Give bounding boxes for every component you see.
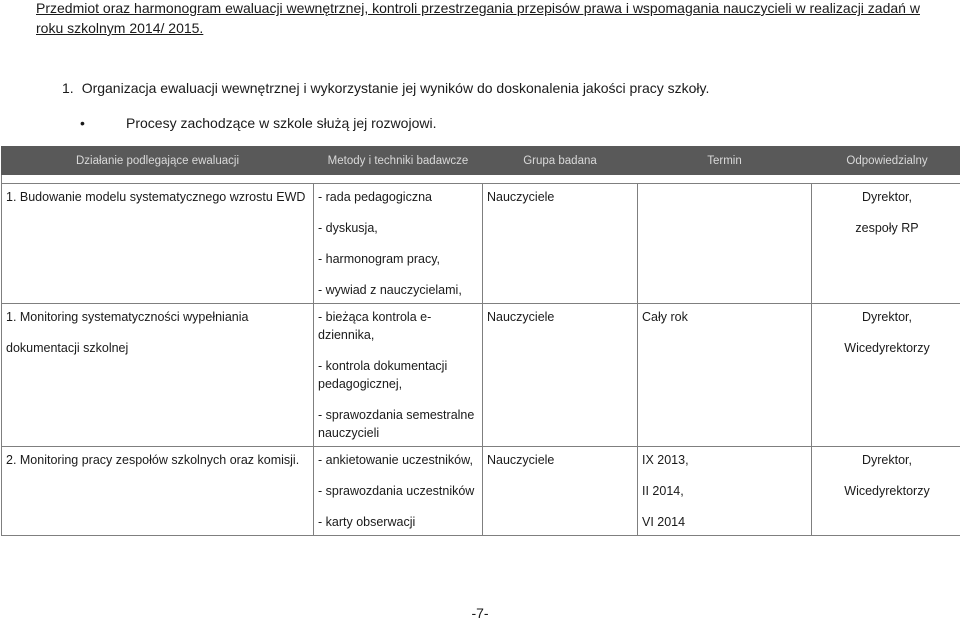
responsible-cell xyxy=(812,184,960,304)
methods-cell xyxy=(314,184,483,304)
term-cell-line: VI 2014 xyxy=(642,515,686,529)
table-header-row xyxy=(2,147,960,175)
methods-cell-line: - karty obserwacji xyxy=(318,515,416,529)
evaluation-table xyxy=(1,146,960,536)
methods-cell xyxy=(314,304,483,447)
group-cell xyxy=(483,447,638,536)
group-cell-line: Nauczyciele xyxy=(487,190,555,204)
methods-cell-line: - kontrola dokumentacji pedagogicznej, xyxy=(318,359,448,391)
methods-cell-line: - bieżąca kontrola e-dziennika, xyxy=(318,310,432,342)
responsible-cell-line: Wicedyrektorzy xyxy=(844,484,930,498)
bullet-icon: • xyxy=(80,115,85,131)
column-header: Odpowiedzialny xyxy=(812,147,960,175)
action-cell-line: 2. Monitoring pracy zespołów szkolnych oraz komisji. xyxy=(6,453,300,467)
group-cell-line: Nauczyciele xyxy=(487,310,555,324)
column-header: Termin xyxy=(638,147,812,175)
methods-cell-line: - dyskusja, xyxy=(318,221,378,235)
term-cell xyxy=(638,304,812,447)
responsible-cell-line: Dyrektor, xyxy=(861,310,912,324)
group-cell xyxy=(483,304,638,447)
group-cell-line: Nauczyciele xyxy=(487,453,555,467)
column-header: Metody i techniki badawcze xyxy=(314,147,483,175)
column-header: Grupa badana xyxy=(483,147,638,175)
section-heading xyxy=(62,80,709,96)
table-row xyxy=(2,447,960,536)
action-cell-line: 1. Budowanie modelu systematycznego wzrostu EWD xyxy=(6,190,306,204)
methods-cell-line: - ankietowanie uczestników, xyxy=(318,453,473,467)
action-cell-line: dokumentacji szkolnej xyxy=(6,341,129,355)
responsible-cell-line: Wicedyrektorzy xyxy=(844,341,930,355)
term-cell xyxy=(638,184,812,304)
action-cell-line: 1. Monitoring systematyczności wypełniania xyxy=(6,310,249,324)
table-row xyxy=(2,184,960,304)
page-number: -7- xyxy=(471,605,489,621)
group-cell xyxy=(483,184,638,304)
responsible-cell xyxy=(812,304,960,447)
table-body xyxy=(2,175,960,536)
header-text: Przedmiot oraz harmonogram ewaluacji wewnętrznej, kontroli przestrzegania przepisów prawa i wspomagania nauczycieli w realizacji zadań w roku szkolnym 2014/ 2015. xyxy=(36,0,920,36)
table-row xyxy=(2,304,960,447)
term-cell-line: II 2014, xyxy=(642,484,684,498)
column-header: Działanie podlegające ewaluacji xyxy=(2,147,314,175)
action-cell xyxy=(2,447,314,536)
methods-cell-line: - wywiad z nauczycielami, xyxy=(318,283,462,297)
subsection xyxy=(80,115,436,131)
methods-cell-line: - sprawozdania semestralne nauczycieli xyxy=(318,408,475,440)
term-cell xyxy=(638,447,812,536)
spacer-row xyxy=(2,175,960,184)
responsible-cell xyxy=(812,447,960,536)
responsible-cell-line: Dyrektor, xyxy=(861,453,912,467)
methods-cell-line: - rada pedagogiczna xyxy=(318,190,432,204)
action-cell xyxy=(2,184,314,304)
methods-cell-line: - harmonogram pracy, xyxy=(318,252,441,266)
methods-cell-line: - sprawozdania uczestników xyxy=(318,484,475,498)
responsible-cell-line: zespoły RP xyxy=(855,221,919,235)
methods-cell xyxy=(314,447,483,536)
subsection-title: Procesy zachodzące w szkole służą jej rozwojowi. xyxy=(126,115,437,131)
section-title: Organizacja ewaluacji wewnętrznej i wykorzystanie jej wyników do doskonalenia jakości pracy szkoły. xyxy=(81,80,710,96)
term-cell-line: IX 2013, xyxy=(642,453,689,467)
responsible-cell-line: Dyrektor, xyxy=(861,190,912,204)
page-header xyxy=(36,0,941,38)
term-cell-line: Cały rok xyxy=(642,310,688,324)
action-cell xyxy=(2,304,314,447)
section-number: 1. xyxy=(62,80,74,96)
